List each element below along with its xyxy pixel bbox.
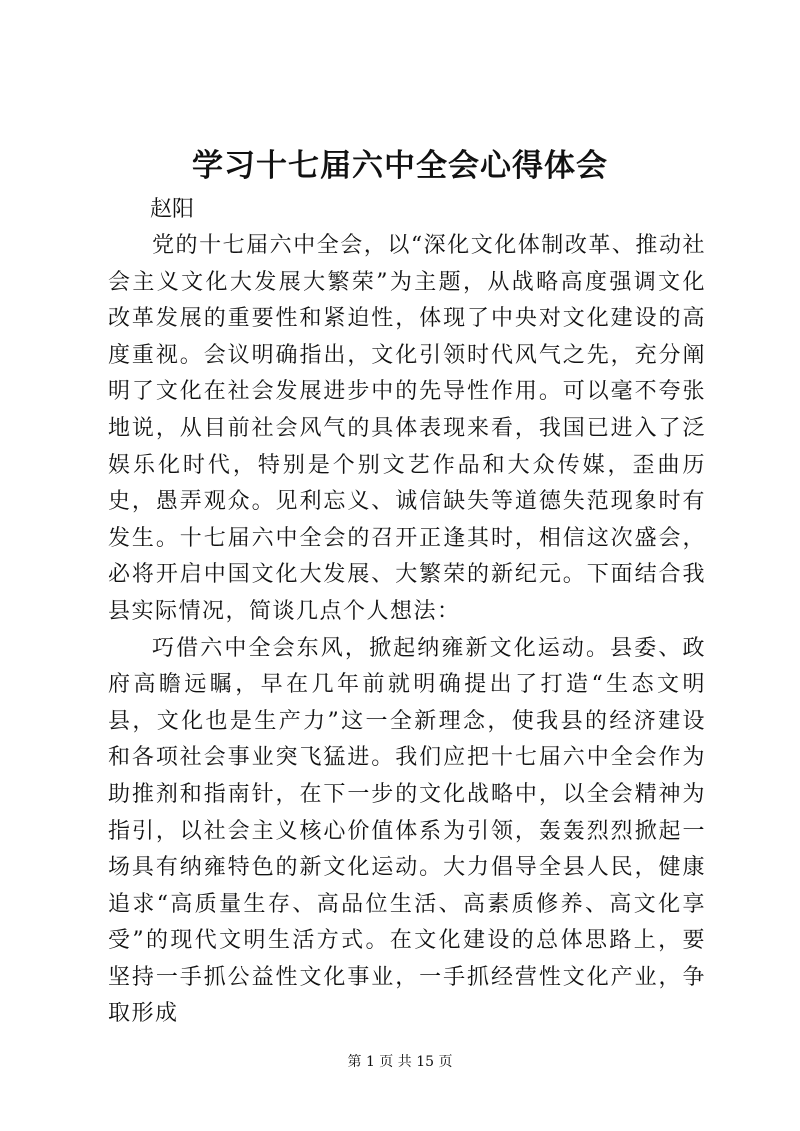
document-title: 学习十七届六中全会心得体会 <box>192 148 608 184</box>
page-footer: 第 1 页 共 15 页 <box>347 1054 453 1070</box>
document-body <box>108 228 706 1033</box>
paragraph: 党的十七届六中全会，以“深化文化体制改革、推动社会主义文化大发展大繁荣”为主题，从战略高度强调文化改革发展的重要性和紧迫性，体现了中央对文化建设的高度重视。会议明确指出，文化引领时代风气之先，充分阐明了文化在社会发展进步中的先导性作用。可以毫不夸张地说，从目前社会风气的具体表现来看，我国已进入了泛娱乐化时代，特别是个别文艺作品和大众传媒，歪曲历史，愚弄观众。见利忘义、诚信缺失等道德失范现象时有发生。十七届六中全会的召开正逢其时，相信这次盛会，必将开启中国文化大发展、大繁荣的新纪元。下面结合我县实际情况，简谈几点个人想法： <box>108 233 706 624</box>
paragraph: 巧借六中全会东风，掀起纳雍新文化运动。县委、政府高瞻远瞩，早在几年前就明确提出了打造“生态文明县，文化也是生产力”这一全新理念，使我县的经济建设和各项社会事业突飞猛进。我们应把十七届六中全会作为助推剂和指南针，在下一步的文化战略中，以全会精神为指引，以社会主义核心价值体系为引领，轰轰烈烈掀起一场具有纳雍特色的新文化运动。大力倡导全县人民，健康追求“高质量生存、高品位生活、高素质修养、高文化享受”的现代文明生活方式。在文化建设的总体思路上，要坚持一手抓公益性文化事业，一手抓经营性文化产业，争取形成 <box>108 635 706 1027</box>
author-name: 赵阳 <box>150 197 195 222</box>
